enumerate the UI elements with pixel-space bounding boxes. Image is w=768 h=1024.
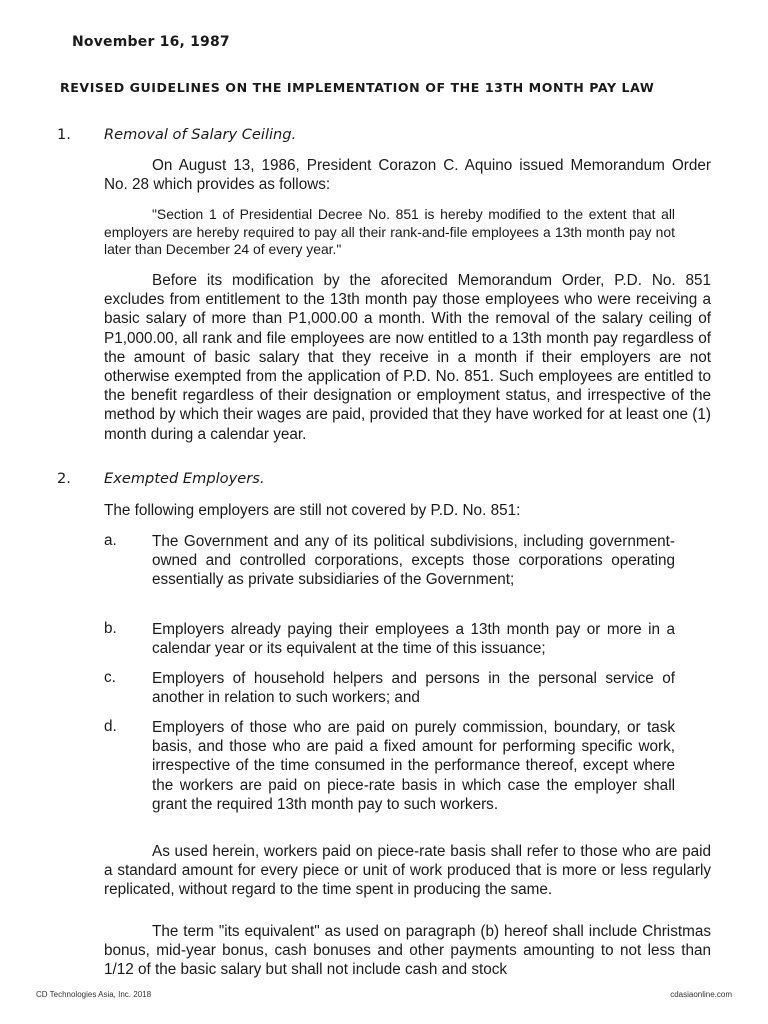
footer-copyright: CD Technologies Asia, Inc. 2018 [36, 990, 152, 999]
list-item-label-d: d. [104, 718, 117, 735]
list-item-text-b: Employers already paying their employees a 13th month pay or more in a calendar year or its equivalent at the time of this issuance; [152, 621, 675, 658]
section-1-paragraph-1: On August 13, 1986, President Corazon C. Aquino issued Memorandum Order No. 28 which provides as follows: [104, 157, 711, 194]
its-equivalent-paragraph: The term "its equivalent" as used on paragraph (b) hereof shall include Christmas bonus, mid-year bonus, cash bonuses and other payments amounting to not less than 1/12 of the basic salary but shall not include cash and stock [104, 923, 711, 979]
piece-rate-paragraph: As used herein, workers paid on piece-rate basis shall refer to those who are paid a standard amount for every piece or unit of work produced that is more or less regularly replicated, without regard to the time spent in producing the same. [104, 843, 711, 899]
memorandum-quote: "Section 1 of Presidential Decree No. 851 is hereby modified to the extent that all employers are hereby required to pay all their rank-and-file employees a 13th month pay not later than December 24 of every year." [104, 206, 675, 257]
section-2-intro: The following employers are still not covered by P.D. No. 851: [104, 502, 521, 519]
list-item-label-b: b. [104, 620, 117, 637]
list-item-text-d: Employers of those who are paid on purely commission, boundary, or task basis, and those who are paid a fixed amount for performing specific work, irrespective of the time consumed in the performance thereof, except where the workers are paid on piece-rate basis in which case the employer shall grant the required 13th month pay to such workers. [152, 719, 675, 813]
document-title: REVISED GUIDELINES ON THE IMPLEMENTATION OF THE 13TH MONTH PAY LAW [60, 80, 655, 95]
document-date: November 16, 1987 [72, 34, 230, 50]
footer-website: cdasiaonline.com [670, 990, 732, 999]
list-item-text-a: The Government and any of its political subdivisions, including government-owned and controlled corporations, excepts those corporations operating essentially as private subsidiaries of the Government; [152, 533, 675, 589]
list-item-label-c: c. [104, 669, 116, 686]
list-item-label-a: a. [104, 532, 117, 549]
section-2-heading: Exempted Employers. [104, 470, 265, 487]
list-item-text-c: Employers of household helpers and persons in the personal service of another in relation to such workers; and [152, 670, 675, 707]
section-1-heading: Removal of Salary Ceiling. [104, 126, 297, 143]
section-2-number: 2. [57, 470, 71, 487]
section-1-number: 1. [57, 126, 71, 143]
section-1-paragraph-2: Before its modification by the aforecited Memorandum Order, P.D. No. 851 excludes from entitlement to the 13th month pay those employees who were receiving a basic salary of more than P1,000.00 a month. With the removal of the salary ceiling of P1,000.00, all rank and file employees are now entitled to a 13th month pay regardless of the amount of basic salary that they receive in a month if their employers are not otherwise exempted from the application of P.D. No. 851. Such employees are entitled to the benefit regardless of their designation or employment status, and irrespective of the method by which their wages are paid, provided that they have worked for at least one (1) month during a calendar year. [104, 272, 711, 443]
